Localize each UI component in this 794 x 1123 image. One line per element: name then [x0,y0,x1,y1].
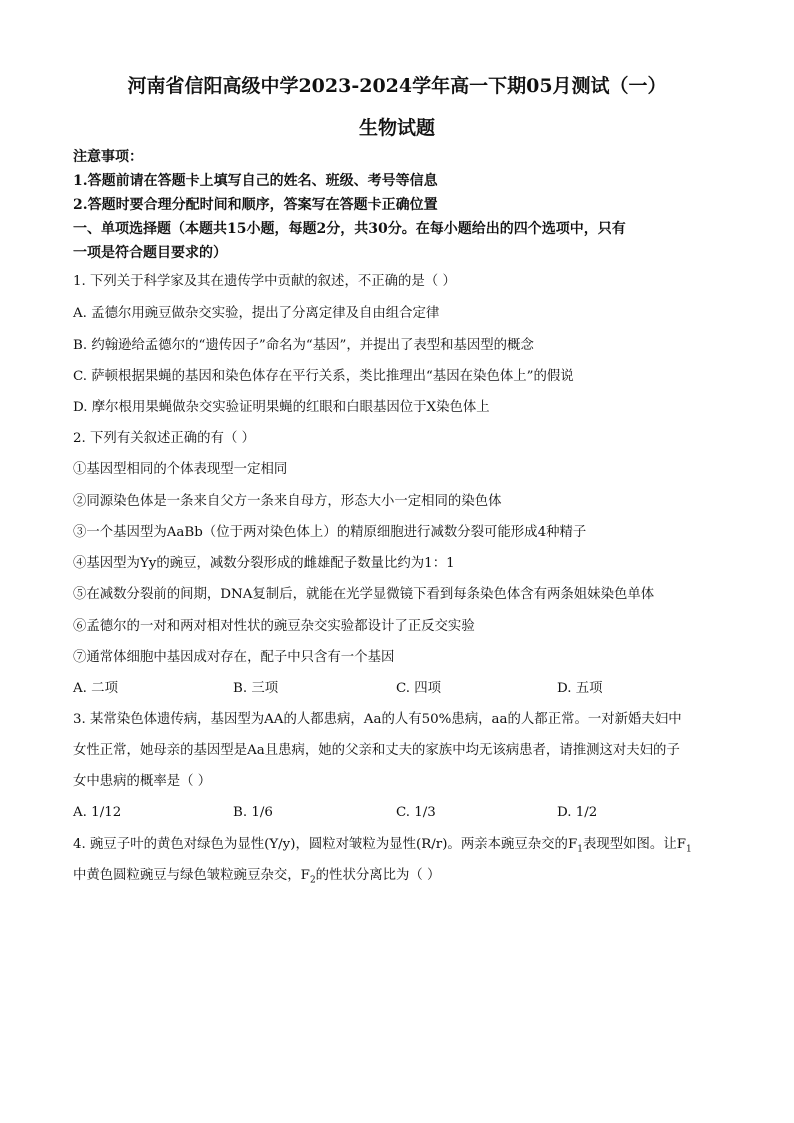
question-3-option-d: D. 1/2 [557,805,598,820]
question-2-statement-4: ④基因型为Yy的豌豆，减数分裂形成的雌雄配子数量比约为1：1 [73,556,455,571]
note-item-2: 2.答题时要合理分配时间和顺序，答案写在答题卡正确位置 [73,197,438,213]
subscript: 2 [309,875,316,886]
question-1-option-b: B. 约翰逊给孟德尔的“遗传因子”命名为“基因”，并提出了表型和基因型的概念 [73,338,534,353]
page-subtitle: 生物试题 [358,117,435,139]
question-2-stem: 2. 下列有关叙述正确的有（ ） [73,431,255,446]
question-2-statement-2: ②同源染色体是一条来自父方一条来自母方，形态大小一定相同的染色体 [73,494,502,509]
question-3-option-a: A. 1/12 [73,805,122,820]
question-4-line-1-text-2: 表现型如图。让F [582,837,687,852]
question-1-option-d: D. 摩尔根用果蝇做杂交实验证明果蝇的红眼和白眼基因位于X染色体上 [73,400,490,415]
question-3-option-c: C. 1/3 [396,805,436,820]
question-2-option-d: D. 五项 [557,681,603,696]
section-heading-line1: 一、单项选择题（本题共15小题，每题2分，共30分。在每小题给出的四个选项中，只有 [73,221,626,237]
question-4-line-2 [73,867,440,890]
question-4-line-2-text: 中黄色圆粒豌豆与绿色皱粒豌豆杂交，F [73,868,310,883]
question-2-statement-5: ⑤在减数分裂前的间期，DNA复制后，就能在光学显微镜下看到每条染色体含有两条姐妹染色单体 [73,587,655,602]
question-1-option-c: C. 萨顿根据果蝇的基因和染色体存在平行关系，类比推理出“基因在染色体上”的假说 [73,369,574,384]
question-2-option-b: B. 三项 [233,681,279,696]
question-4-line-1-text: 4. 豌豆子叶的黄色对绿色为显性(Y/y)，圆粒对皱粒为显性(R/r)。两亲本豌豆杂交的F [73,837,578,852]
question-3-line-2: 女性正常，她母亲的基因型是Aa且患病，她的父亲和丈夫的家族中均无该病患者，请推测这对夫妇的子 [73,743,680,758]
question-4-line-2-text-2: 的性状分离比为（ ） [315,868,441,883]
notes-heading: 注意事项： [73,149,143,165]
question-4-line-1 [73,836,692,859]
subscript: 1 [686,844,692,855]
question-1-stem: 1. 下列关于科学家及其在遗传学中贡献的叙述，不正确的是（ ） [73,274,456,289]
question-2-option-c: C. 四项 [396,681,442,696]
question-2-statement-1: ①基因型相同的个体表现型一定相同 [73,462,288,477]
question-3-line-3: 女中患病的概率是（ ） [73,774,212,789]
subscript: 1 [577,844,583,855]
question-1-option-a: A. 孟德尔用豌豆做杂交实验，提出了分离定律及自由组合定律 [73,306,440,321]
question-2-option-a: A. 二项 [73,681,118,696]
question-2-statement-6: ⑥孟德尔的一对和两对相对性状的豌豆杂交实验都设计了正反交实验 [73,619,475,634]
page-title: 河南省信阳高级中学2023-2024学年高一下期05月测试（一） [127,75,667,97]
note-item-1: 1.答题前请在答题卡上填写自己的姓名、班级、考号等信息 [73,173,438,189]
question-2-statement-3: ③一个基因型为AaBb（位于两对染色体上）的精原细胞进行减数分裂可能形成4种精子 [73,525,587,540]
section-heading-line2: 一项是符合题目要求的） [73,245,227,261]
question-2-statement-7: ⑦通常体细胞中基因成对存在，配子中只含有一个基因 [73,650,395,665]
question-3-option-b: B. 1/6 [233,805,273,820]
question-3-line-1: 3. 某常染色体遗传病，基因型为AA的人都患病，Aa的人有50%患病，aa的人都正常。一对新婚夫妇中 [73,712,682,727]
